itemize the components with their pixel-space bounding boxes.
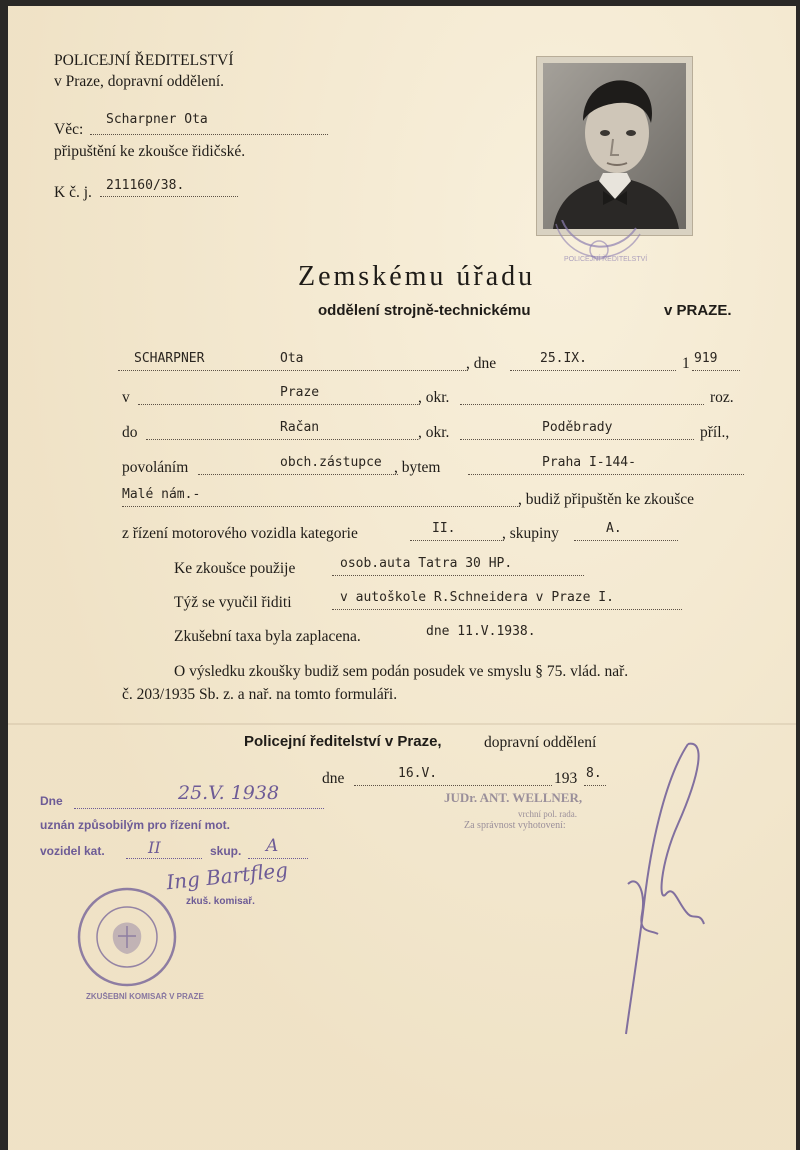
- residence-cont-line: [122, 506, 520, 507]
- training-line: [332, 609, 682, 610]
- domicile-line: [146, 439, 418, 440]
- fee-date: dne 11.V.1938.: [426, 624, 536, 639]
- district-line: [460, 404, 704, 405]
- footer-year-line: [584, 785, 606, 786]
- belonging-label: příl.,: [700, 424, 730, 441]
- reference-label: K č. j.: [54, 184, 92, 201]
- reference-value: 211160/38.: [106, 178, 185, 193]
- round-stamp-text: ZKUŠEBNÍ KOMISAŘ V PRAZE: [86, 992, 204, 1001]
- group-line: [574, 540, 678, 541]
- fold-line: [8, 723, 796, 725]
- occupation-line: [198, 474, 398, 475]
- portrait-image: [543, 63, 686, 229]
- domicile-label: do: [122, 424, 138, 441]
- birth-year-prefix: 1: [682, 355, 690, 372]
- addressee-city: v PRAZE.: [664, 302, 732, 319]
- correctness-stamp: Za správnost vyhotovení:: [464, 820, 566, 831]
- group-label: , skupiny: [502, 525, 559, 542]
- office-line-1: POLICEJNÍ ŘEDITELSTVÍ: [54, 52, 234, 69]
- examiner-signature: Ing Bartfleg: [165, 857, 290, 895]
- birthplace-line: [138, 404, 420, 405]
- domicile-district-value: Poděbrady: [542, 420, 613, 435]
- category-line: [410, 540, 504, 541]
- training-value: v autoškole R.Schneidera v Praze I.: [340, 590, 614, 605]
- addressee-department: oddělení strojně-technickému: [318, 302, 531, 319]
- born-label: roz.: [710, 389, 734, 406]
- vehicle-value: osob.auta Tatra 30 HP.: [340, 556, 513, 571]
- name-line: [118, 370, 468, 371]
- exam-category-line: [126, 858, 202, 859]
- photo-stamp-text: POLICEJNÍ ŘEDITELSTVÍ: [564, 256, 648, 263]
- birth-year-line: [692, 370, 740, 371]
- photo-stamp-icon: [554, 220, 644, 282]
- footer-date-value: 16.V.: [398, 766, 438, 781]
- birth-date-label: , dne: [466, 355, 497, 372]
- examiner-title: zkuš. komisař.: [186, 896, 255, 907]
- footer-year-suffix: 8.: [586, 766, 602, 781]
- residence-continued: Malé nám.-: [122, 487, 201, 502]
- official-name-stamp: JUDr. ANT. WELLNER,: [444, 790, 583, 805]
- result-text-1: O výsledku zkoušky budiž sem podán posudek ve smyslu § 75. vlád. nař.: [174, 663, 629, 680]
- birthplace-label: v: [122, 389, 130, 406]
- fee-label: Zkušební taxa byla zaplacena.: [174, 628, 361, 645]
- exam-category-value: II: [148, 838, 161, 857]
- category-text: z řízení motorového vozidla kategorie: [122, 525, 358, 542]
- exam-group-value: A: [266, 836, 279, 856]
- subject-value: Scharpner Ota: [106, 112, 208, 127]
- residence-label: , bytem: [394, 459, 441, 476]
- exam-group-label: skup.: [210, 844, 242, 858]
- footer-date-line: [354, 785, 552, 786]
- exam-date-label: Dne: [40, 794, 63, 808]
- official-signature-icon: [608, 734, 718, 1044]
- applicant-photo: [536, 56, 693, 236]
- official-title-stamp: vrchní pol. rada.: [518, 809, 577, 819]
- domicile-district-line: [460, 439, 694, 440]
- residence-line: [468, 474, 744, 475]
- subject-label: Věc:: [54, 121, 84, 138]
- admit-text: , budiž připuštěn ke zkoušce: [518, 491, 695, 508]
- group-value: A.: [606, 521, 622, 536]
- vehicle-line: [332, 575, 584, 576]
- occupation-label: povoláním: [122, 459, 189, 476]
- exam-result-text: uznán způsobilým pro řízení mot.: [40, 818, 231, 832]
- district-label: , okr.: [418, 389, 450, 406]
- exam-date-value: 25.V. 1938: [178, 782, 280, 804]
- examiner-round-stamp-icon: [72, 882, 182, 992]
- office-line-2: v Praze, dopravní oddělení.: [54, 73, 225, 90]
- exam-category-label: vozidel kat.: [40, 844, 105, 858]
- subject-line: [90, 134, 328, 135]
- reference-line: [100, 196, 238, 197]
- birth-date-value: 25.IX.: [540, 351, 587, 366]
- footer-office-rest: dopravní oddělení: [484, 734, 597, 751]
- footer-office-bold: Policejní ředitelství v Praze,: [244, 733, 442, 750]
- addressee-title: Zemskému úřadu: [298, 261, 536, 292]
- occupation-value: obch.zástupce: [280, 455, 382, 470]
- training-label: Týž se vyučil řiditi: [174, 594, 292, 611]
- residence-value: Praha I-144-: [542, 455, 636, 470]
- document-page: [8, 6, 796, 1150]
- result-text-2: č. 203/1935 Sb. z. a nař. na tomto formuláři.: [122, 686, 398, 703]
- footer-year-prefix: 193: [554, 770, 578, 787]
- vehicle-label: Ke zkoušce použije: [174, 560, 296, 577]
- surname-value: SCHARPNER: [134, 351, 205, 366]
- firstname-value: Ota: [280, 351, 304, 366]
- birth-year-suffix: 919: [694, 351, 718, 366]
- subject-description: připuštění ke zkoušce řidičské.: [54, 143, 246, 160]
- exam-date-line: [74, 808, 324, 809]
- category-value: II.: [432, 521, 456, 536]
- birth-date-line: [510, 370, 676, 371]
- footer-date-label: dne: [322, 770, 345, 787]
- domicile-district-label: , okr.: [418, 424, 450, 441]
- birthplace-value: Praze: [280, 385, 320, 400]
- domicile-value: Račan: [280, 420, 320, 435]
